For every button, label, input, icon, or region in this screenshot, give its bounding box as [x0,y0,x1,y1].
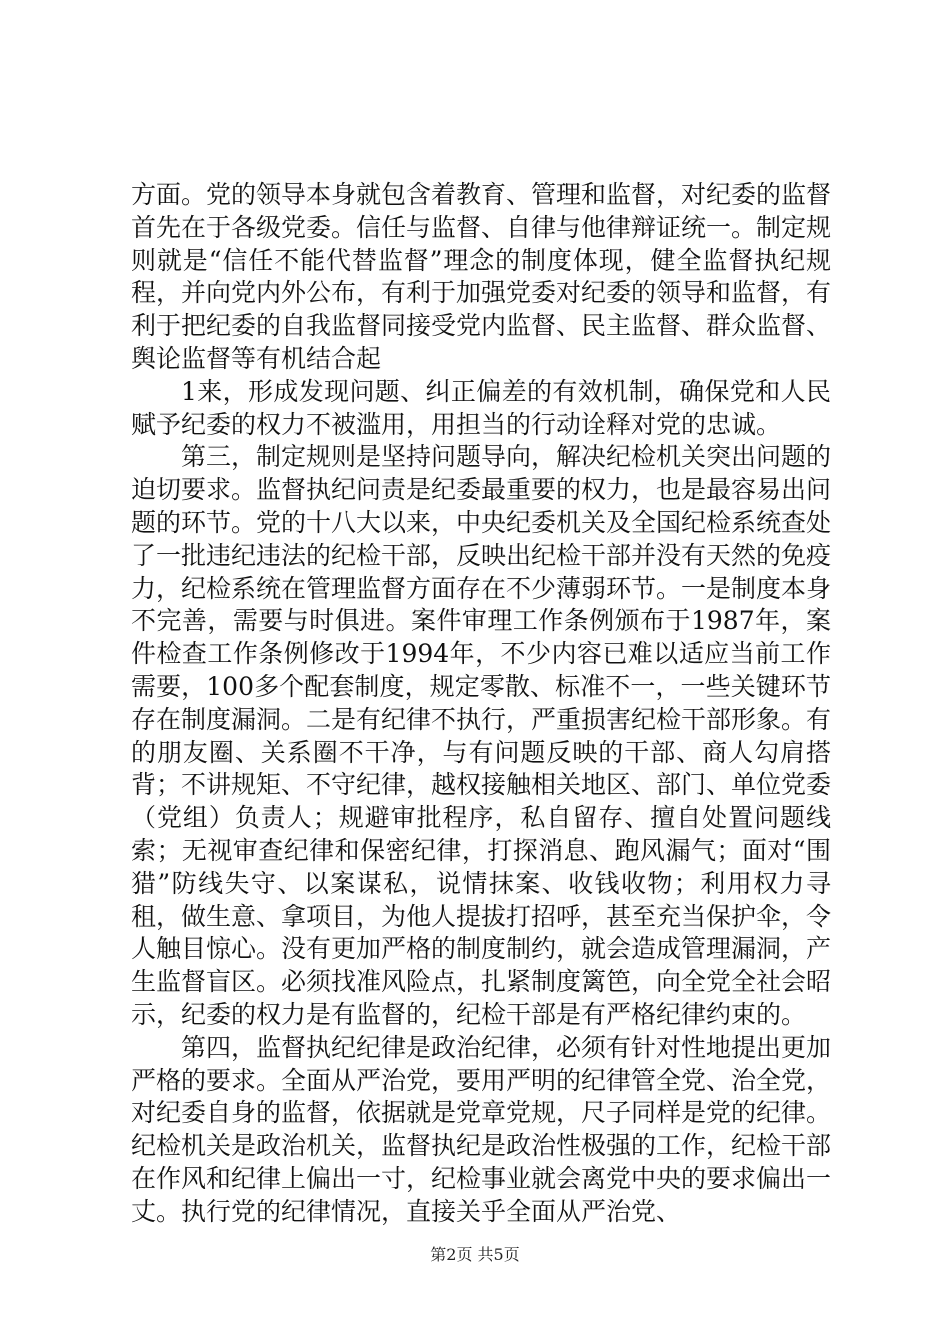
paragraph-footnote-continuation: 1来，形成发现问题、纠正偏差的有效机制，确保党和人民赋予纪委的权力不被滥用，用担当的行动诠释对党的忠诚。 [131,376,831,439]
paragraph-fourth-point: 第四，监督执纪纪律是政治纪律，必须有针对性地提出更加严格的要求。全面从严治党，要用严明的纪律管全党、治全党，对纪委自身的监督，依据就是党章党规，尺子同样是党的纪律。纪检机关是政治机关，监督执纪是政治性极强的工作，纪检干部在作风和纪律上偏出一寸，纪检事业就会离党中央的要求偏出一丈。执行党的纪律情况，直接关乎全面从严治党、 [131,1032,832,1226]
document-body [131,179,831,1229]
page-footer: 第2页 共5页 [430,1245,520,1264]
paragraph-third-point: 第三，制定规则是坚持问题导向，解决纪检机关突出问题的迫切要求。监督执纪问责是纪委最重要的权力，也是最容易出问题的环节。党的十八大以来，中央纪委机关及全国纪检系统查处了一批违纪违法的纪检干部，反映出纪检干部并没有天然的免疫力，纪检系统在管理监督方面存在不少薄弱环节。一是制度本身不完善，需要与时俱进。案件审理工作条例颁布于1987年，案件检查工作条例修改于1994年，不少内容已难以适应当前工作需要，100多个配套制度，规定零散、标准不一，一些关键环节存在制度漏洞。二是有纪律不执行，严重损害纪检干部形象。有的朋友圈、关系圈不干净，与有问题反映的干部、商人勾肩搭背；不讲规矩、不守纪律，越权接触相关地区、部门、单位党委（党组）负责人；规避审批程序，私自留存、擅自处置问题线索；无视审查纪律和保密纪律，打探消息、跑风漏气；面对“围猎”防线失守、以案谋私，说情抹案、收钱收物；利用权力寻租，做生意、拿项目，为他人提拔打招呼，甚至充当保护伞，令人触目惊心。没有更加严格的制度制约，就会造成管理漏洞，产生监督盲区。必须找准风险点，扎紧制度篱笆，向全党全社会昭示，纪委的权力是有监督的，纪检干部是有严格纪律约束的。 [131,442,832,1029]
paragraph-continuation: 方面。党的领导本身就包含着教育、管理和监督，对纪委的监督首先在于各级党委。信任与监督、自律与他律辩证统一。制定规则就是“信任不能代替监督”理念的制度体现，健全监督执纪规程，并向党内外公布，有利于加强党委对纪委的领导和监督，有利于把纪委的自我监督同接受党内监督、民主监督、群众监督、舆论监督等有机结合起 [131,180,832,373]
